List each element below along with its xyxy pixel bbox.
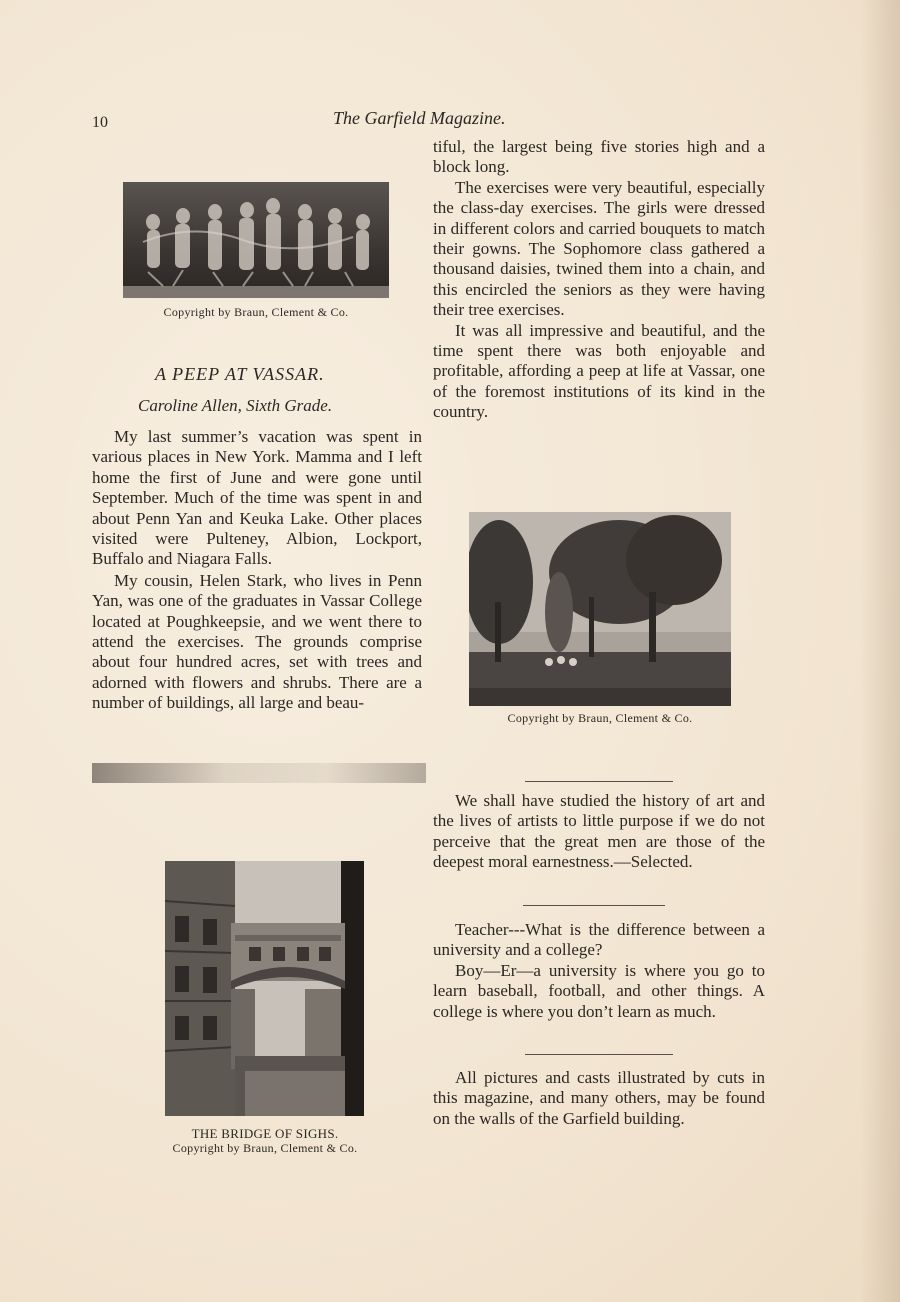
- left-column-text: [92, 427, 422, 714]
- joke-question: Teacher---What is the difference between a university and a college?: [433, 920, 765, 960]
- paragraph-2: My cousin, Helen Stark, who lives in Penn Yan, was one of the graduates in Vassar College located at Poughkeepsie, and we went there to attend the exercises. The grounds comprise about four hundred acres, set with trees and adorned with flowers and shrubs. There are a number of buildings, all large and beau-: [92, 570, 422, 713]
- dancing-figures-image: [123, 182, 389, 298]
- quote-text: [433, 791, 765, 873]
- paragraph-2-continued: tiful, the largest being five stories high and a block long.: [433, 137, 765, 177]
- page-number: 10: [92, 114, 108, 131]
- ink-smudge: [92, 763, 426, 783]
- figure-2-caption: Copyright by Braun, Clement & Co.: [507, 711, 693, 725]
- article-title: A PEEP AT VASSAR.: [155, 364, 325, 384]
- paragraph-3: The exercises were very beautiful, especially the class-day exercises. The girls were dressed in different colors and carried bouquets to match their gowns. The Sophomore class gathered a thousand daisies, twined them into a chain, and this encircled the seniors as they were having their tree exercises.: [433, 177, 765, 320]
- figure-3-title: THE BRIDGE OF SIGHS.: [191, 1126, 339, 1141]
- bridge-of-sighs-image: [165, 861, 364, 1116]
- figure-3-caption: Copyright by Braun, Clement & Co.: [172, 1141, 358, 1155]
- divider-3: [525, 1054, 673, 1055]
- paragraph-1: My last summer’s vacation was spent in various places in New York. Mamma and I left home the first of June and were gone until September. Much of the time was spent in and about Penn Yan and Keuka Lake. Other places visited were Pulteney, Albion, Lockport, Buffalo and Niagara Falls.: [92, 427, 422, 569]
- divider-2: [523, 905, 665, 906]
- note-paragraph: All pictures and casts illustrated by cuts in this magazine, and many others, may be found on the walls of the Garfield building.: [433, 1068, 765, 1128]
- figure-1-caption: Copyright by Braun, Clement & Co.: [163, 305, 349, 319]
- right-column-text: [433, 137, 765, 423]
- divider-1: [525, 781, 673, 782]
- note-text: [433, 1068, 765, 1129]
- quote-paragraph: We shall have studied the history of art and the lives of artists to little purpose if we do not perceive that the great men are those of the deepest moral earnestness.—Selected.: [433, 791, 765, 872]
- joke-answer: Boy—Er—a university is where you go to learn baseball, football, and other things. A college is where you don’t learn as much.: [433, 960, 765, 1021]
- landscape-trees-image: [469, 512, 731, 706]
- joke-text: [433, 920, 765, 1022]
- paragraph-4: It was all impressive and beautiful, and the time spent there was both enjoyable and profitable, affording a peep at life at Vassar, one of the foremost institutions of its kind in the country.: [433, 320, 765, 422]
- page-edge-shadow: [860, 0, 900, 1302]
- running-head: The Garfield Magazine.: [333, 108, 506, 128]
- article-byline: Caroline Allen, Sixth Grade.: [138, 396, 333, 415]
